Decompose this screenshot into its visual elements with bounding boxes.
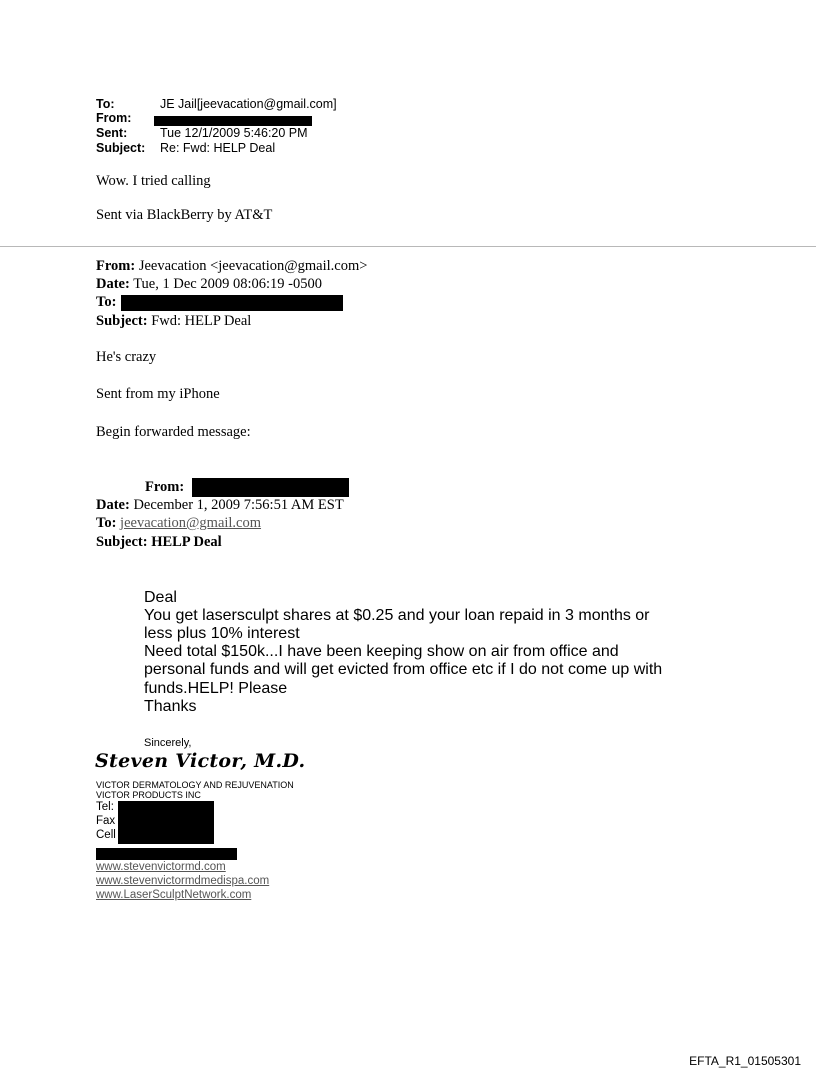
divider <box>0 246 816 247</box>
message-line: Need total $150k...I have been keeping show on air from office and <box>144 643 619 660</box>
from-label: From: <box>145 479 185 495</box>
tel-label: Tel: <box>96 801 114 813</box>
date-value: Tue, 1 Dec 2009 08:06:19 -0500 <box>133 276 322 292</box>
message-line: You get lasersculpt shares at $0.25 and your loan repaid in 3 months or <box>144 607 650 624</box>
message-line: less plus 10% interest <box>144 625 300 642</box>
date-label: Date: <box>96 497 130 513</box>
subject-value: Re: Fwd: HELP Deal <box>160 141 276 155</box>
sincerely-text: Sincerely, <box>144 737 192 749</box>
original-to-row <box>96 514 261 532</box>
cell-label: Cell <box>96 829 116 841</box>
original-from-row <box>145 478 184 496</box>
redaction-bar <box>96 848 237 860</box>
date-label: Date: <box>96 276 130 292</box>
reply-sent-row <box>96 126 308 140</box>
org-line-2: VICTOR PRODUCTS INC <box>96 790 201 800</box>
message-line: funds.HELP! Please <box>144 680 288 697</box>
subject-value: Fwd: HELP Deal <box>151 313 252 329</box>
website-link[interactable]: www.LaserSculptNetwork.com <box>96 889 252 901</box>
subject-label: Subject: <box>96 141 146 155</box>
to-label: To: <box>96 294 117 310</box>
reply-subject-row <box>96 141 275 155</box>
subject-value: HELP Deal <box>151 534 222 550</box>
to-value: JE Jail[jeevacation@gmail.com] <box>160 97 337 111</box>
forward-body-line: He's crazy <box>96 349 157 365</box>
reply-to-row <box>96 97 337 111</box>
forward-body-line: Sent from my iPhone <box>96 386 220 402</box>
signature-script-name: Steven Victor, M.D. <box>95 750 306 772</box>
to-email-link[interactable]: jeevacation@gmail.com <box>120 515 262 531</box>
from-label: From: <box>96 258 136 274</box>
redaction-bar <box>192 478 349 497</box>
original-date-row <box>96 496 344 514</box>
reply-body-text: Wow. I tried calling <box>96 173 211 189</box>
reply-signature: Sent via BlackBerry by AT&T <box>96 207 273 223</box>
message-line: Deal <box>144 589 177 606</box>
forward-body-line: Begin forwarded message: <box>96 424 251 440</box>
subject-label: Subject: <box>96 534 148 550</box>
message-line: personal funds and will get evicted from office etc if I do not come up with <box>144 661 663 678</box>
forward-date-row <box>96 275 322 293</box>
fax-label: Fax <box>96 815 116 827</box>
to-label: To: <box>96 97 115 111</box>
forward-subject-row <box>96 312 251 330</box>
redaction-bar <box>121 295 343 311</box>
website-link[interactable]: www.stevenvictormd.com <box>96 861 226 873</box>
to-label: To: <box>96 515 117 531</box>
org-line-1: VICTOR DERMATOLOGY AND REJUVENATION <box>96 780 294 790</box>
message-line: Thanks <box>144 698 197 715</box>
original-subject-row <box>96 533 222 551</box>
sent-label: Sent: <box>96 126 128 140</box>
bates-number: EFTA_R1_01505301 <box>689 1054 801 1068</box>
date-value: December 1, 2009 7:56:51 AM EST <box>133 497 344 513</box>
redaction-bar <box>154 116 312 126</box>
from-value: Jeevacation <jeevacation@gmail.com> <box>138 258 368 274</box>
forward-to-row <box>96 293 116 311</box>
sent-value: Tue 12/1/2009 5:46:20 PM <box>160 126 308 140</box>
from-label: From: <box>96 111 132 125</box>
reply-from-row <box>96 111 160 125</box>
subject-label: Subject: <box>96 313 148 329</box>
redaction-bar <box>118 801 214 844</box>
forward-from-row <box>96 257 367 275</box>
website-link[interactable]: www.stevenvictormdmedispa.com <box>96 875 270 887</box>
